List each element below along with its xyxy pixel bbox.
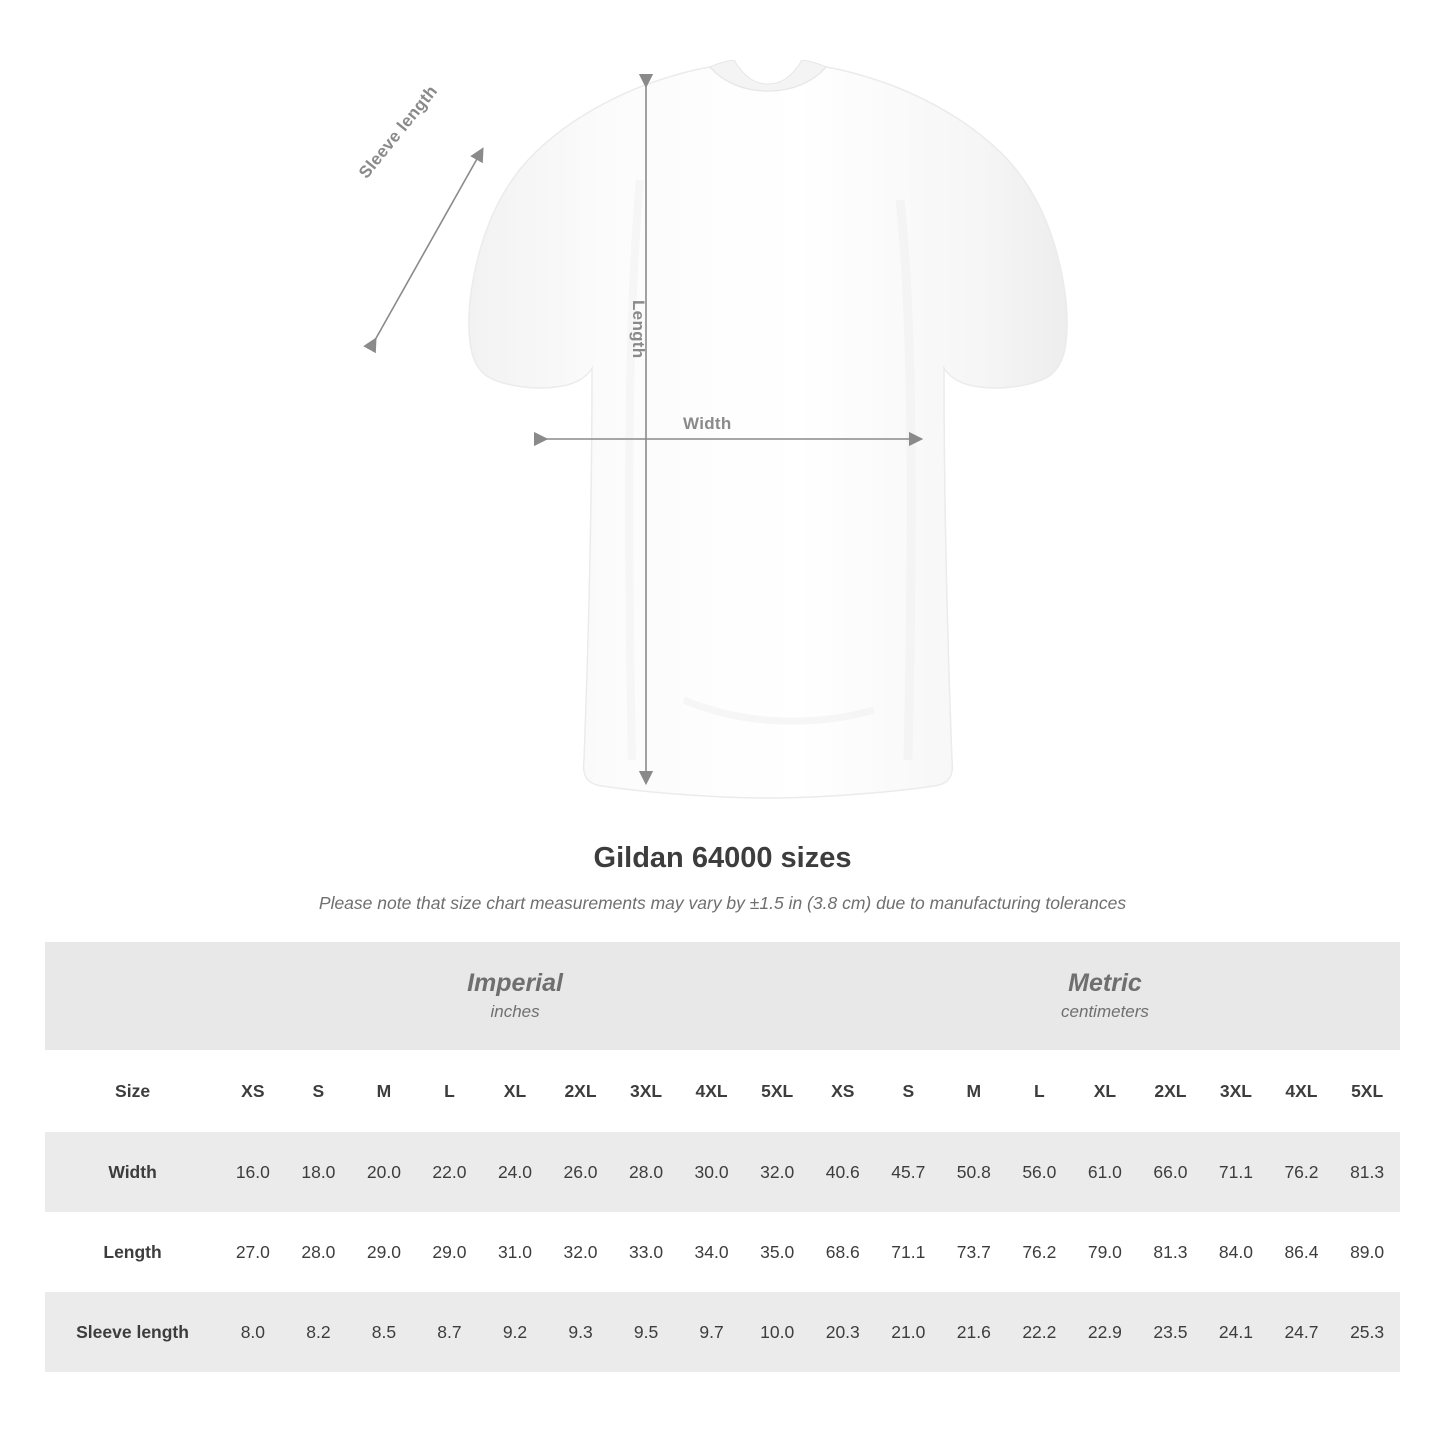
cell-width-metric-l: 56.0 [1022,1161,1057,1182]
table-row [45,1212,1400,1292]
page-title: Gildan 64000 sizes [593,842,852,874]
size-chart-table [45,942,1400,1372]
cell-width-metric-3xl: 71.1 [1218,1161,1253,1182]
unit-group-metric-name: Metric [1068,968,1142,997]
cell-sleeve-imperial-xs: 8.0 [240,1321,266,1342]
size-header-imperial-4xl: 4XL [695,1080,728,1101]
size-header-imperial-s: S [312,1080,325,1101]
length-label: Length [629,300,648,359]
size-header-imperial-5xl: 5XL [761,1080,794,1101]
cell-width-metric-2xl: 66.0 [1153,1161,1188,1182]
cell-length-imperial-m: 29.0 [366,1241,401,1262]
tolerance-note: Please note that size chart measurements may vary by ±1.5 in (3.8 cm) due to manufacturing tolerances [318,893,1127,913]
cell-length-imperial-xl: 31.0 [497,1241,533,1262]
cell-sleeve-imperial-l: 8.7 [437,1321,462,1342]
cell-sleeve-metric-3xl: 24.1 [1218,1321,1253,1342]
unit-group-imperial [220,942,810,1050]
size-header-imperial-2xl: 2XL [564,1080,597,1101]
cell-sleeve-imperial-xl: 9.2 [502,1321,528,1342]
cell-width-imperial-5xl: 32.0 [760,1161,795,1182]
size-header-metric-3xl: 3XL [1219,1080,1252,1101]
cell-sleeve-metric-2xl: 23.5 [1153,1321,1188,1342]
row-label-length: Length [103,1241,162,1262]
cell-width-imperial-l: 22.0 [432,1161,467,1182]
unit-group-metric [810,942,1400,1050]
size-header-metric-s: S [902,1080,915,1101]
row-label-sleeve-length: Sleeve length [76,1321,189,1342]
cell-width-metric-m: 50.8 [956,1161,991,1182]
cell-sleeve-imperial-s: 8.2 [306,1321,331,1342]
cell-length-metric-m: 73.7 [956,1241,991,1262]
size-header-imperial-l: L [444,1080,455,1101]
cell-length-metric-xs: 68.6 [825,1241,860,1262]
unit-group-imperial-name: Imperial [467,968,563,997]
cell-length-imperial-2xl: 32.0 [563,1241,598,1262]
cell-length-imperial-3xl: 33.0 [629,1241,664,1262]
size-header-metric-xl: XL [1093,1080,1117,1101]
size-header-metric-4xl: 4XL [1285,1080,1318,1101]
cell-width-imperial-m: 20.0 [366,1161,401,1182]
cell-width-metric-4xl: 76.2 [1284,1161,1319,1182]
size-header-imperial-xl: XL [503,1080,527,1101]
cell-sleeve-metric-m: 21.6 [956,1321,991,1342]
cell-length-metric-s: 71.1 [891,1241,926,1262]
cell-length-metric-l: 76.2 [1022,1241,1057,1262]
unit-group-imperial-sub: inches [490,1001,540,1021]
cell-sleeve-metric-xs: 20.3 [825,1321,860,1342]
cell-sleeve-imperial-4xl: 9.7 [699,1321,724,1342]
cell-width-imperial-4xl: 30.0 [694,1161,729,1182]
cell-width-metric-s: 45.7 [891,1161,926,1182]
cell-sleeve-metric-s: 21.0 [891,1321,926,1342]
size-header-imperial-3xl: 3XL [629,1080,663,1101]
cell-width-imperial-xs: 16.0 [235,1161,270,1182]
cell-length-metric-4xl: 86.4 [1284,1241,1319,1262]
size-header-metric-2xl: 2XL [1154,1080,1187,1101]
cell-sleeve-metric-4xl: 24.7 [1284,1321,1319,1342]
cell-sleeve-metric-xl: 22.9 [1087,1321,1122,1342]
cell-length-imperial-xs: 27.0 [235,1241,270,1262]
size-header-imperial-m: M [376,1080,392,1101]
cell-sleeve-metric-5xl: 25.3 [1350,1321,1385,1342]
sleeve-length-label: Sleeve length [355,81,442,182]
cell-width-imperial-3xl: 28.0 [629,1161,664,1182]
cell-width-imperial-xl: 24.0 [497,1161,533,1182]
unit-header-spacer [45,942,220,1050]
cell-length-metric-5xl: 89.0 [1350,1241,1385,1262]
cell-length-metric-xl: 79.0 [1087,1241,1122,1262]
width-label: Width [683,414,732,433]
size-table-container [45,942,1400,1372]
cell-width-metric-5xl: 81.3 [1350,1161,1385,1182]
size-header-metric-xs: XS [831,1080,855,1101]
cell-sleeve-imperial-3xl: 9.5 [633,1321,659,1342]
table-row [45,1292,1400,1372]
cell-length-metric-3xl: 84.0 [1218,1241,1253,1262]
unit-group-header-row [45,942,1400,1050]
cell-width-imperial-s: 18.0 [301,1161,336,1182]
cell-length-imperial-4xl: 34.0 [694,1241,729,1262]
size-header-imperial-xs: XS [241,1080,265,1101]
cell-width-metric-xs: 40.6 [825,1161,860,1182]
cell-length-imperial-l: 29.0 [432,1241,467,1262]
cell-sleeve-imperial-m: 8.5 [371,1321,397,1342]
chart-heading [0,842,1445,914]
unit-group-metric-sub: centimeters [1061,1001,1149,1021]
table-row [45,1132,1400,1212]
cell-sleeve-imperial-5xl: 10.0 [760,1321,795,1342]
cell-width-metric-xl: 61.0 [1087,1161,1122,1182]
cell-sleeve-metric-l: 22.2 [1022,1321,1057,1342]
size-header-metric-5xl: 5XL [1351,1080,1384,1101]
size-header-label: Size [115,1080,151,1101]
size-header-metric-m: M [966,1080,982,1101]
cell-width-imperial-2xl: 26.0 [563,1161,598,1182]
row-label-width: Width [108,1161,157,1182]
cell-length-metric-2xl: 81.3 [1153,1241,1188,1262]
size-header-metric-l: L [1033,1080,1045,1101]
cell-length-imperial-s: 28.0 [301,1241,336,1262]
cell-sleeve-imperial-2xl: 9.3 [568,1321,593,1342]
size-header-row [45,1050,1400,1132]
cell-length-imperial-5xl: 35.0 [760,1241,795,1262]
